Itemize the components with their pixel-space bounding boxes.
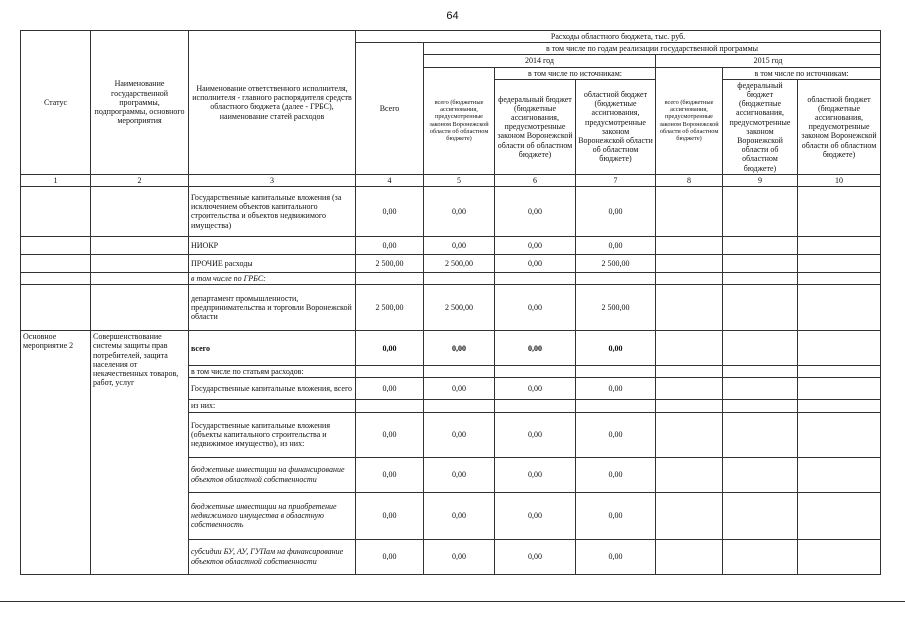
header-year-2014: 2014 год (424, 55, 656, 67)
value-2014-fed: 0,00 (495, 331, 576, 366)
value-total: 0,00 (356, 492, 424, 539)
value-total: 0,00 (356, 378, 424, 400)
value-2014-fed: 0,00 (495, 457, 576, 492)
header-status: Статус (21, 31, 91, 175)
value-total: 0,00 (356, 539, 424, 574)
value-2014-all: 0,00 (424, 236, 495, 254)
budget-table (20, 30, 881, 575)
page-number: 64 (446, 10, 459, 22)
value-2014-all: 0,00 (424, 492, 495, 539)
header-total: Всего (356, 43, 424, 175)
row-label: ПРОЧИЕ расходы (189, 254, 356, 272)
value-2014-fed: 0,00 (495, 539, 576, 574)
row-label: в том числе по статьям расходов: (189, 366, 356, 378)
row-label: НИОКР (189, 236, 356, 254)
value-2014-fed: 0,00 (495, 412, 576, 457)
col-number: 10 (798, 174, 881, 186)
row-label: Государственные капитальные вложения (за исключением объектов капитального строительства и объектов недвижимого имущества) (189, 186, 356, 236)
value-2014-all: 0,00 (424, 331, 495, 366)
header-2014-reg: областной бюджет (бюджетные ассигнования, предусмотренные законом Воронежской области об областном бюджете) (576, 79, 656, 174)
value-2014-fed: 0,00 (495, 186, 576, 236)
value-2014-all: 0,00 (424, 378, 495, 400)
value-total: 0,00 (356, 331, 424, 366)
value-2014-reg: 0,00 (576, 186, 656, 236)
header-by-years: в том числе по годам реализации государственной программы (424, 43, 881, 55)
table-row (21, 331, 881, 366)
row-label: из них: (189, 400, 356, 412)
col-number: 6 (495, 174, 576, 186)
value-total: 0,00 (356, 236, 424, 254)
value-total: 2 500,00 (356, 254, 424, 272)
value-2014-all: 0,00 (424, 457, 495, 492)
header-2015-all: всего (бюджетные ассигнования, предусмотренные законом Воронежской области об областном бюджете) (656, 67, 723, 174)
row-label: департамент промышленности, предпринимательства и торговли Воронежской области (189, 285, 356, 331)
header-year-2015: 2015 год (656, 55, 881, 67)
value-2014-all: 0,00 (424, 412, 495, 457)
page-bottom-rule (0, 601, 905, 602)
value-2014-reg: 2 500,00 (576, 254, 656, 272)
value-2014-fed: 0,00 (495, 254, 576, 272)
header-program: Наименование государственной программы, подпрограммы, основного мероприятия (91, 31, 189, 175)
row-label: Государственные капитальные вложения, всего (189, 378, 356, 400)
header-2015-reg: областной бюджет (бюджетные ассигнования, предусмотренные законом Воронежской области об областном бюджете) (798, 79, 881, 174)
value-2014-all: 2 500,00 (424, 285, 495, 331)
col-number: 2 (91, 174, 189, 186)
col-number: 8 (656, 174, 723, 186)
header-executor: Наименование ответственного исполнителя, исполнителя - главного распорядителя средств областного бюджета (далее - ГРБС), наименование статей расходов (189, 31, 356, 175)
value-2014-fed: 0,00 (495, 285, 576, 331)
row-label: всего (189, 331, 356, 366)
measure-name: Совершенствование системы защиты прав потребителей, защита населения от некачественных товаров, работ, услуг (91, 331, 189, 574)
value-2014-reg: 2 500,00 (576, 285, 656, 331)
col-number: 5 (424, 174, 495, 186)
value-total: 0,00 (356, 186, 424, 236)
value-2014-reg: 0,00 (576, 457, 656, 492)
value-2014-fed: 0,00 (495, 236, 576, 254)
value-2014-reg: 0,00 (576, 236, 656, 254)
value-2014-reg: 0,00 (576, 412, 656, 457)
table-row (21, 236, 881, 254)
value-2014-reg: 0,00 (576, 378, 656, 400)
value-total: 0,00 (356, 412, 424, 457)
value-2014-fed: 0,00 (495, 492, 576, 539)
header-2014-all: всего (бюджетные ассигнования, предусмотренные законом Воронежской области об областном бюджете) (424, 67, 495, 174)
col-number: 1 (21, 174, 91, 186)
column-numbers-row (21, 174, 881, 186)
table-row (21, 285, 881, 331)
header-2015-fed: федеральный бюджет (бюджетные ассигнования, предусмотренные законом Воронежской области об областном бюджете) (723, 79, 798, 174)
header-2015-by-sources: в том числе по источникам: (723, 67, 881, 79)
header-expenses-title: Расходы областного бюджета, тыс. руб. (356, 31, 881, 43)
col-number: 7 (576, 174, 656, 186)
table-row (21, 254, 881, 272)
value-2014-all: 0,00 (424, 186, 495, 236)
value-total: 2 500,00 (356, 285, 424, 331)
value-2014-reg: 0,00 (576, 331, 656, 366)
value-2014-fed: 0,00 (495, 378, 576, 400)
value-2014-all: 0,00 (424, 539, 495, 574)
col-number: 9 (723, 174, 798, 186)
table-row (21, 186, 881, 236)
value-2014-reg: 0,00 (576, 492, 656, 539)
header-2014-fed: федеральный бюджет (бюджетные ассигнования, предусмотренные законом Воронежской области об областном бюджете) (495, 79, 576, 174)
measure-status: Основное мероприятие 2 (21, 331, 91, 574)
col-number: 3 (189, 174, 356, 186)
header-2014-by-sources: в том числе по источникам: (495, 67, 656, 79)
row-label: субсидии БУ, АУ, ГУПам на финансирование объектов областной собственности (189, 539, 356, 574)
row-label: бюджетные инвестиции на финансирование объектов областной собственности (189, 457, 356, 492)
value-total: 0,00 (356, 457, 424, 492)
value-2014-all: 2 500,00 (424, 254, 495, 272)
table-row (21, 272, 881, 284)
row-label: бюджетные инвестиции на приобретение недвижимого имущества в областную собственность (189, 492, 356, 539)
row-label: в том числе по ГРБС: (189, 272, 356, 284)
value-2014-reg: 0,00 (576, 539, 656, 574)
col-number: 4 (356, 174, 424, 186)
row-label: Государственные капитальные вложения (объекты капитального строительства и недвижимое имущество), из них: (189, 412, 356, 457)
